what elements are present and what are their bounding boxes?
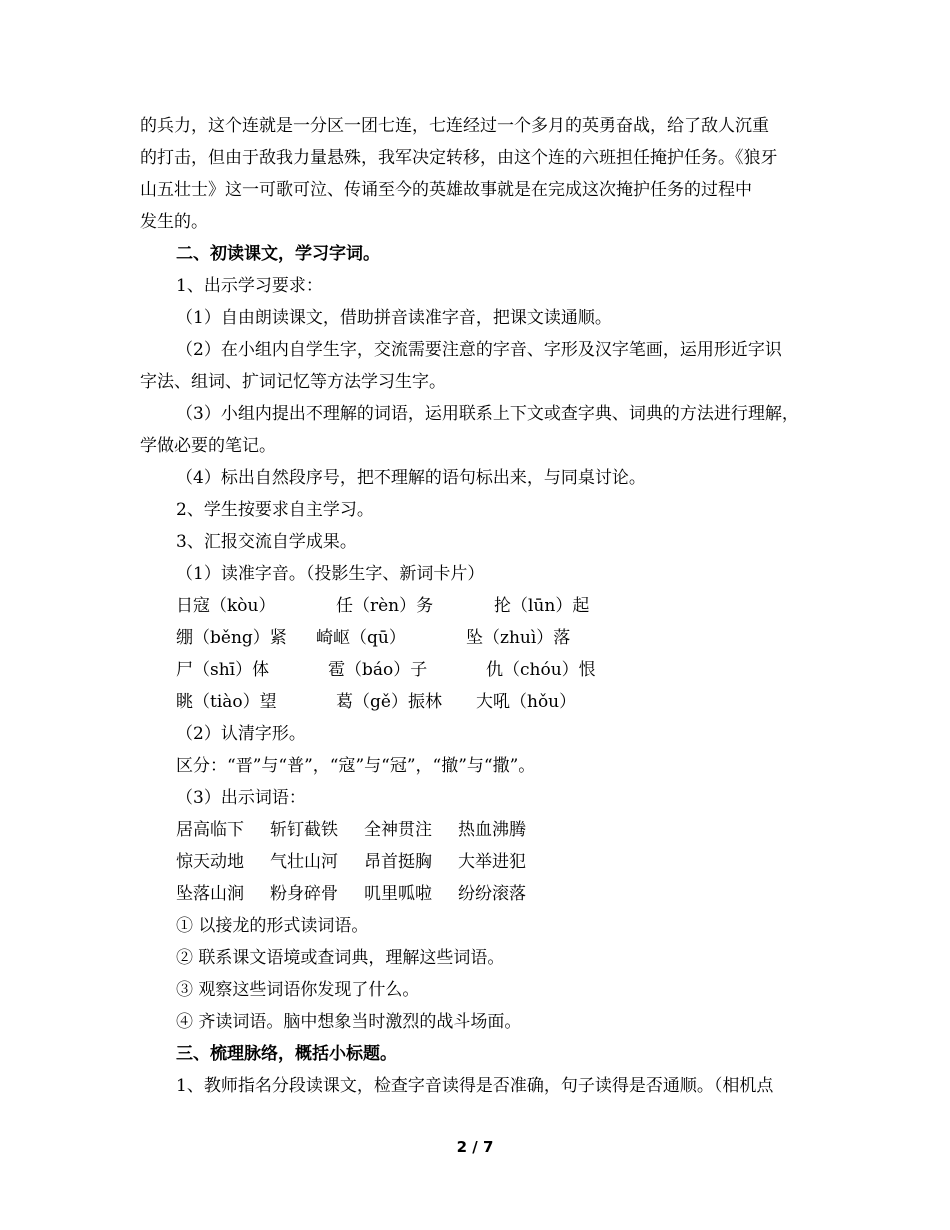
page-number: 2 / 7 [456,1138,494,1156]
paragraph-line: 字法、组词、扩词记忆等方法学习生字。 [140,372,446,392]
paragraph-line: 山五壮士》这一可歌可泣、传诵至今的英雄故事就是在完成这次掩护任务的过程中 [140,180,752,200]
paragraph-line: 的兵力，这个连就是一分区一团七连，七连经过一个多月的英勇奋战，给了敌人沉重 [140,116,769,136]
paragraph-line: 学做必要的笔记。 [140,436,276,456]
paragraph-line: ② 联系课文语境或查词典，理解这些词语。 [176,948,505,968]
pinyin-word: 眺（tiào）望 [176,692,277,712]
paragraph-line: 发生的。 [140,212,208,232]
pinyin-word: 任（rèn）务 [336,596,434,616]
pinyin-word: 坠（zhuì）落 [466,628,571,648]
pinyin-word: 绷（běng）紧 [176,628,287,648]
pinyin-word: 大吼（hǒu） [476,692,577,712]
paragraph-line: （2）在小组内自学生字，交流需要注意的字音、字形及汉字笔画，运用形近字识 [176,340,782,360]
vocab-word: 粉身碎骨 [270,884,338,904]
paragraph-line: （3）出示词语： [176,788,306,808]
paragraph-line: ④ 齐读词语。脑中想象当时激烈的战斗场面。 [176,1012,522,1032]
paragraph-line: 区分：“晋”与“普”，“寇”与“冠”，“撤”与“撒”。 [176,756,536,776]
pinyin-word: 崎岖（qū） [316,628,406,648]
paragraph-line: 3、汇报交流自学成果。 [176,532,357,552]
vocab-word: 昂首挺胸 [364,852,432,872]
paragraph-line: 2、学生按要求自主学习。 [176,500,374,520]
vocab-word: 气壮山河 [270,852,338,872]
paragraph-line: ③ 观察这些词语你发现了什么。 [176,980,420,1000]
section-heading: 三、梳理脉络，概括小标题。 [176,1044,397,1064]
paragraph-line: 1、出示学习要求： [176,276,323,296]
pinyin-word: 雹（báo）子 [328,660,428,680]
paragraph-line: （4）标出自然段序号，把不理解的语句标出来，与同桌讨论。 [176,468,646,488]
vocab-word: 斩钉截铁 [270,820,338,840]
pinyin-word: 仇（chóu）恨 [486,660,596,680]
vocab-word: 全神贯注 [364,820,432,840]
paragraph-line: （3）小组内提出不理解的词语，运用联系上下文或查字典、词典的方法进行理解， [176,404,799,424]
vocab-word: 大举进犯 [458,852,526,872]
paragraph-line: （1）自由朗读课文，借助拼音读准字音，把课文读通顺。 [176,308,612,328]
paragraph-line: ① 以接龙的形式读词语。 [176,916,369,936]
paragraph-line: （1）读准字音。（投影生字、新词卡片） [176,564,485,584]
paragraph-line: （2）认清字形。 [176,724,306,744]
section-heading: 二、初读课文，学习字词。 [176,244,380,264]
pinyin-word: 抡（lūn）起 [494,596,590,616]
vocab-word: 热血沸腾 [458,820,526,840]
paragraph-line: 1、教师指名分段读课文，检查字音读得是否准确，句子读得是否通顺。（相机点 [176,1076,774,1096]
pinyin-word: 日寇（kòu） [176,596,276,616]
pinyin-word: 尸（shī）体 [176,660,270,680]
vocab-word: 纷纷滚落 [458,884,526,904]
vocab-word: 居高临下 [176,820,244,840]
vocab-word: 坠落山涧 [176,884,244,904]
vocab-word: 惊天动地 [176,852,244,872]
vocab-word: 叽里呱啦 [364,884,432,904]
pinyin-word: 葛（gě）振林 [336,692,442,712]
paragraph-line: 的打击，但由于敌我力量悬殊，我军决定转移，由这个连的六班担任掩护任务。《狼牙 [140,148,778,168]
